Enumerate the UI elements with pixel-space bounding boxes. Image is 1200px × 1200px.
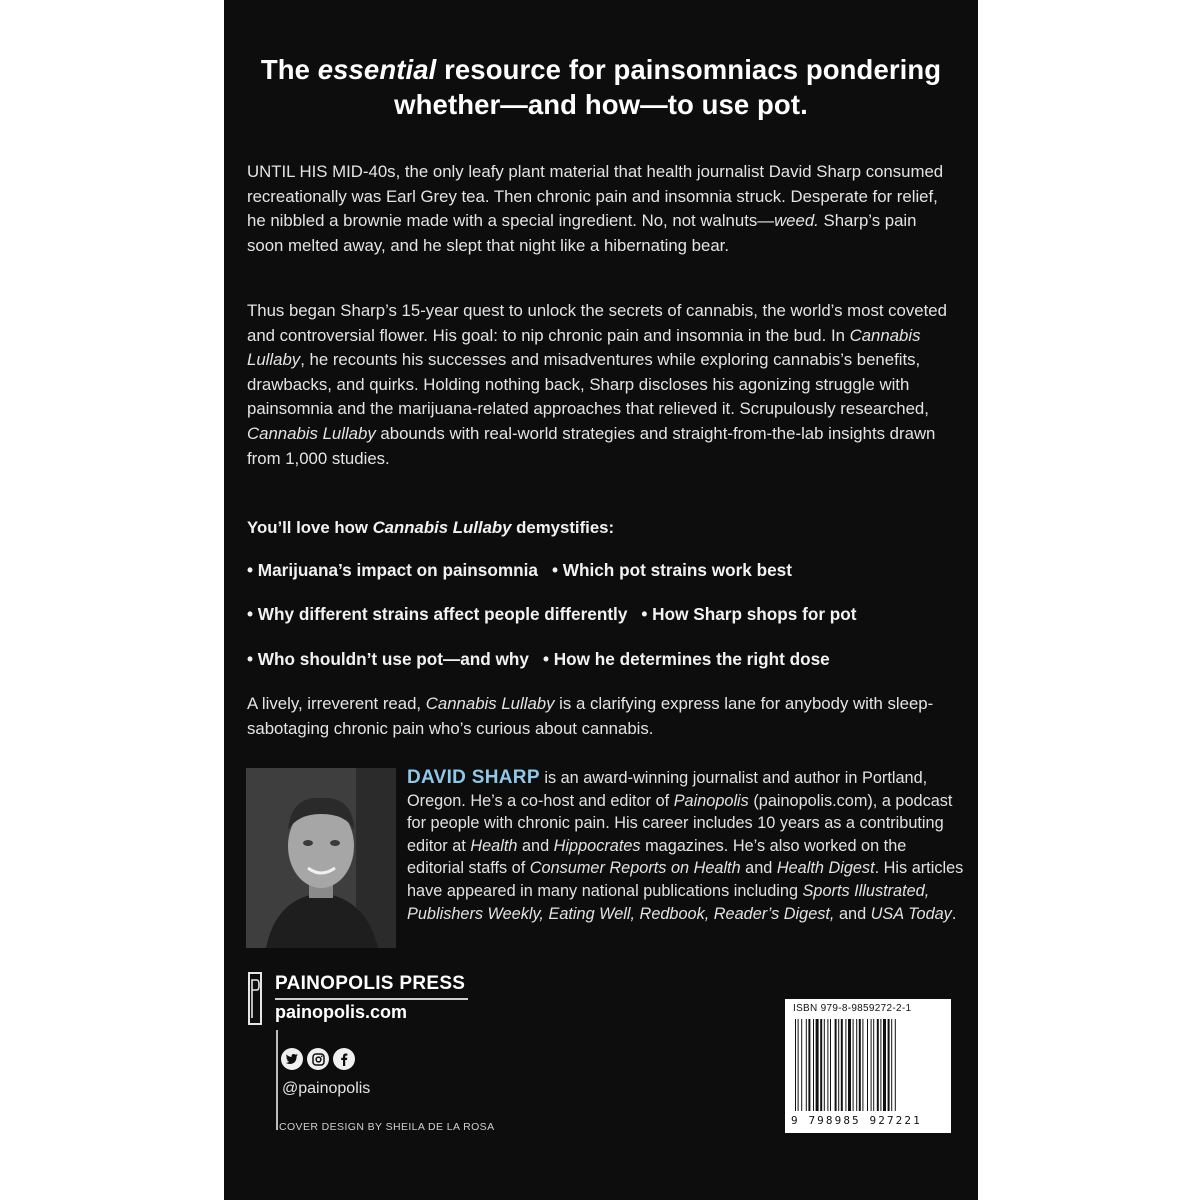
barcode-bar	[848, 1019, 851, 1111]
barcode-bar	[824, 1019, 825, 1111]
bird-glyph	[285, 1053, 299, 1065]
barcode-bar	[816, 1019, 819, 1111]
text: , he recounts his successes and misadventures while exploring cannabis’s benefits, drawbacks, and quirks. Holding nothing back, Sharp discloses his agonizing struggle with painsomnia and the marijuana-related approaches that relieved it. Scrupulously researched,	[247, 350, 929, 419]
barcode-bar	[873, 1019, 874, 1111]
barcode-bar	[838, 1019, 839, 1111]
barcode-bar	[883, 1019, 886, 1111]
barcode-bar	[806, 1019, 807, 1111]
barcode-bar	[862, 1019, 863, 1111]
headline-line-2: whether—and how—to use pot.	[394, 89, 808, 120]
back-cover	[224, 0, 978, 1200]
barcode-bar	[795, 1019, 796, 1111]
barcode-bar	[856, 1019, 857, 1111]
twitter-icon	[281, 1048, 303, 1070]
cover-design-credit: COVER DESIGN BY SHEILA DE LA ROSA	[279, 1121, 495, 1133]
bullet-item: • How he determines the right dose	[542, 649, 830, 669]
barcode-bar	[841, 1019, 843, 1111]
social-handle: @painopolis	[282, 1080, 371, 1097]
barcode-bar	[813, 1019, 814, 1111]
emphasis: Consumer Reports on Health	[529, 859, 741, 878]
barcode-bar	[820, 1019, 822, 1111]
headline-text: The	[260, 54, 318, 85]
barcode-bar	[871, 1019, 872, 1111]
text: Sharp’s pain soon melted away, and he slept that night like a hibernating bear.	[247, 211, 917, 255]
author-portrait-icon	[246, 768, 396, 948]
publisher-url: painopolis.com	[275, 1002, 408, 1022]
bullet-item: • Which pot strains work best	[551, 560, 792, 580]
book-title: Cannabis Lullaby	[247, 423, 376, 443]
emphasis: Health	[470, 836, 518, 855]
barcode-bar	[888, 1019, 890, 1111]
publisher-name: PAINOPOLIS PRESS	[275, 973, 466, 994]
headline-emphasis: essential	[317, 54, 437, 85]
instagram-icon	[307, 1048, 329, 1070]
text: demystifies:	[511, 518, 615, 537]
logo-letter-icon	[250, 974, 260, 1023]
text: abounds with real-world strategies and straight-from-the-lab insights drawn from 1,000 studies.	[247, 423, 936, 468]
text: is a clarifying express lane for anybody with sleep-sabotaging chronic pain who’s curious about cannabis.	[247, 694, 934, 738]
closing-paragraph	[247, 692, 957, 741]
barcode-bar	[891, 1019, 892, 1111]
text: A lively, irreverent read,	[247, 694, 426, 713]
emphasis: Painopolis	[673, 791, 749, 810]
text: and	[740, 859, 777, 878]
camera-glyph	[312, 1053, 325, 1066]
barcode-bar	[877, 1019, 879, 1111]
barcode-bar	[895, 1019, 896, 1111]
isbn-barcode	[785, 999, 951, 1133]
facebook-icon	[333, 1048, 355, 1070]
intro-paragraph-1	[247, 160, 957, 258]
barcode-bar	[827, 1019, 828, 1111]
text: You’ll love how	[247, 518, 373, 537]
headline	[244, 52, 958, 122]
headline-text: resource for painsomniacs pondering	[436, 54, 942, 85]
love-heading	[247, 516, 957, 541]
book-title: Cannabis Lullaby	[247, 325, 921, 370]
f-glyph	[340, 1052, 348, 1066]
isbn-label: ISBN 979-8-9859272-2-1	[793, 1003, 912, 1014]
emphasis: USA Today	[870, 904, 952, 923]
barcode-bar	[845, 1019, 846, 1111]
emphasis: weed.	[774, 211, 819, 231]
bullet-row-2	[247, 604, 967, 625]
barcode-icon	[793, 1019, 943, 1113]
intro-paragraph-2	[247, 299, 957, 471]
bullet-row-1	[247, 560, 967, 581]
text: UNTIL HIS MID-40s, the only leafy plant material that health journalist David Sharp consumed recreationally was Earl Grey tea. Then chronic pain and insomnia struck. Desperate for relief, he nibbled a brownie made with a special ingredient. No, not walnuts—	[247, 162, 944, 231]
barcode-bar	[859, 1019, 861, 1111]
barcode-bar	[835, 1019, 837, 1111]
text: (painopolis.com), a podcast for people with chronic pain. His career includes 10 years as a contributing editor at	[407, 791, 953, 855]
text: magazines. He’s also worked on the editorial staffs of	[407, 836, 907, 878]
text: . His articles have appeared in many national publications including	[407, 859, 964, 900]
bullet-item: • How Sharp shops for pot	[641, 604, 857, 624]
text: is an award-winning journalist and author in Portland, Oregon. He’s a co-host and editor of	[407, 769, 928, 810]
barcode-bar	[830, 1019, 831, 1111]
bullet-item: • Who shouldn’t use pot—and why	[247, 649, 529, 669]
barcode-bar	[808, 1019, 810, 1111]
barcode-bar	[853, 1019, 854, 1111]
emphasis: Hippocrates	[553, 836, 641, 855]
author-bio	[407, 767, 967, 925]
author-photo	[246, 768, 396, 948]
barcode-bar	[880, 1019, 881, 1111]
text: Thus began Sharp’s 15-year quest to unlock the secrets of cannabis, the world’s most coveted and controversial flower. His goal: to nip chronic pain and insomnia in the bud. In	[247, 301, 947, 345]
book-title: Cannabis Lullaby	[425, 694, 555, 713]
emphasis: Sports Illustrated, Publishers Weekly, Eating Well, Redbook, Reader’s Digest,	[407, 881, 930, 923]
vertical-divider	[276, 1030, 278, 1130]
bullet-row-3	[247, 649, 967, 670]
bullet-item: • Why different strains affect people differently	[247, 604, 628, 624]
barcode-bar	[798, 1019, 799, 1111]
barcode-number: 9 798985 927221	[791, 1114, 922, 1127]
publisher-logo-icon	[248, 972, 262, 1025]
text: .	[951, 904, 957, 923]
text: and	[834, 904, 871, 923]
book-title: Cannabis Lullaby	[372, 518, 512, 537]
author-name: DAVID SHARP	[407, 767, 540, 788]
text: and	[517, 836, 554, 855]
barcode-bar	[867, 1019, 868, 1111]
bullet-item: • Marijuana’s impact on painsomnia	[247, 560, 538, 580]
emphasis: Health Digest	[776, 859, 875, 878]
barcode-bar	[801, 1019, 802, 1111]
divider	[275, 998, 468, 1000]
